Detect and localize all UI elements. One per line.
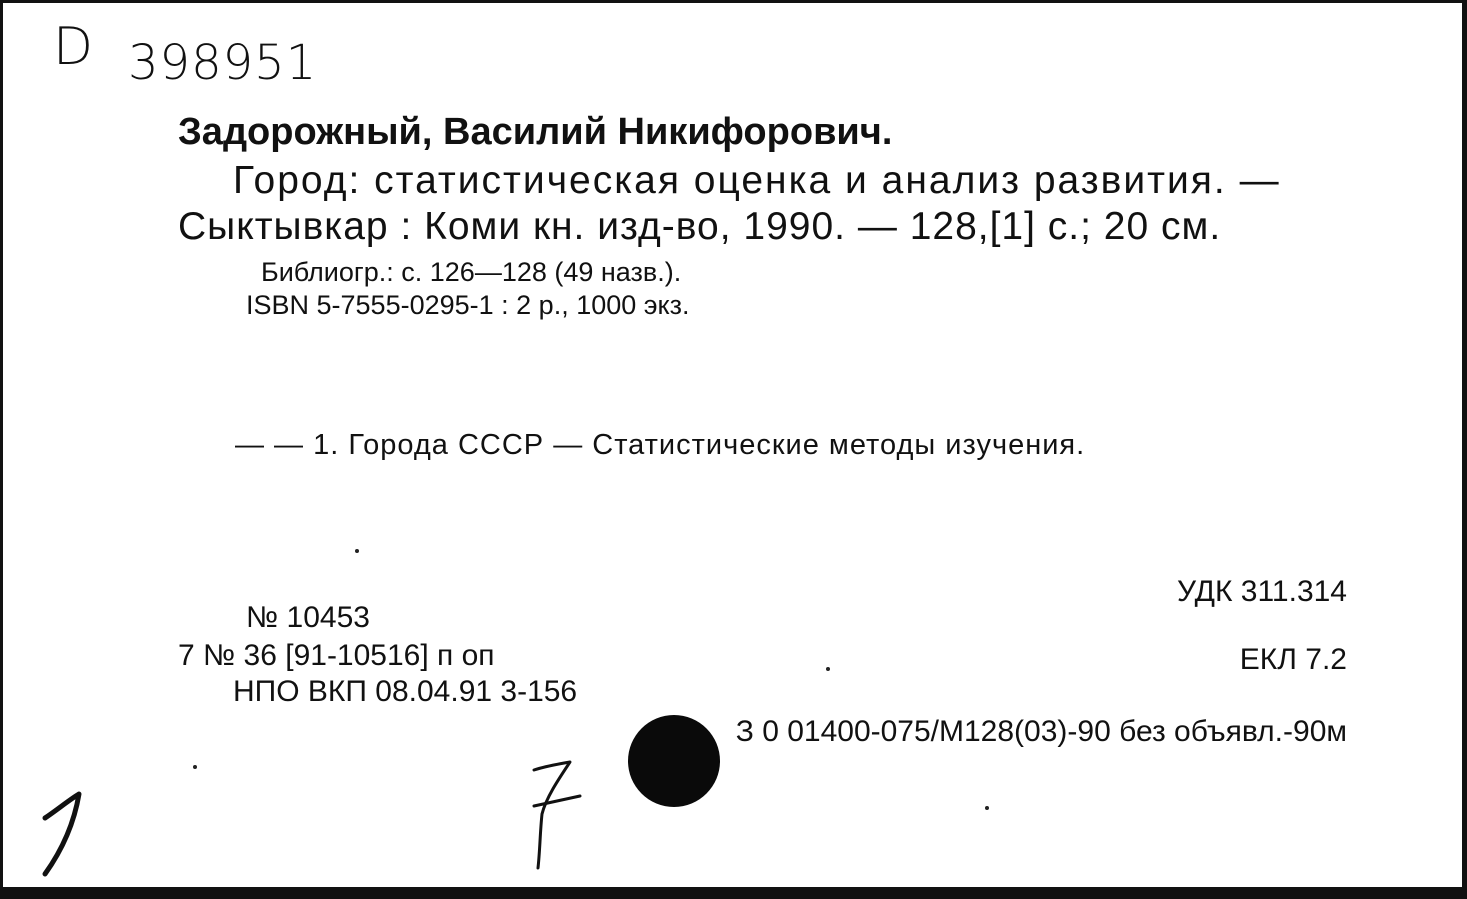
speck — [985, 806, 989, 810]
hole-punch — [628, 715, 720, 807]
speck — [355, 549, 359, 553]
title-line: Город: статистическая оценка и анализ развития. — — [233, 159, 1281, 202]
imprint-line: Сыктывкар : Коми кн. изд-во, 1990. — 128,[1] с.; 20 см. — [178, 205, 1222, 248]
subject-heading: — — 1. Города СССР — Статистические методы изучения. — [235, 429, 1086, 461]
classification-code: З 0 01400-075/М128(03)-90 без объявл.-90м — [735, 715, 1347, 748]
isbn-line: ISBN 5-7555-0295-1 : 2 р., 1000 экз. — [246, 290, 690, 320]
speck — [826, 667, 830, 671]
bibliography-note: Библиогр.: с. 126—128 (49 назв.). — [261, 257, 682, 287]
speck — [193, 765, 197, 769]
order-line: 7 № 36 [91-10516] п оп — [178, 639, 495, 672]
record-number: № 10453 — [246, 601, 370, 634]
npo-line: НПО ВКП 08.04.91 3-156 — [233, 675, 578, 708]
call-letter: D — [53, 17, 94, 77]
udk-code: УДК 311.314 — [1176, 575, 1347, 608]
ekl-code: ЕКЛ 7.2 — [1239, 643, 1347, 676]
handwritten-mark-2 — [528, 758, 588, 873]
author-heading: Задорожный, Василий Никифорович. — [178, 111, 893, 153]
call-number: 398951 — [128, 35, 318, 91]
handwritten-mark-1 — [31, 788, 91, 878]
